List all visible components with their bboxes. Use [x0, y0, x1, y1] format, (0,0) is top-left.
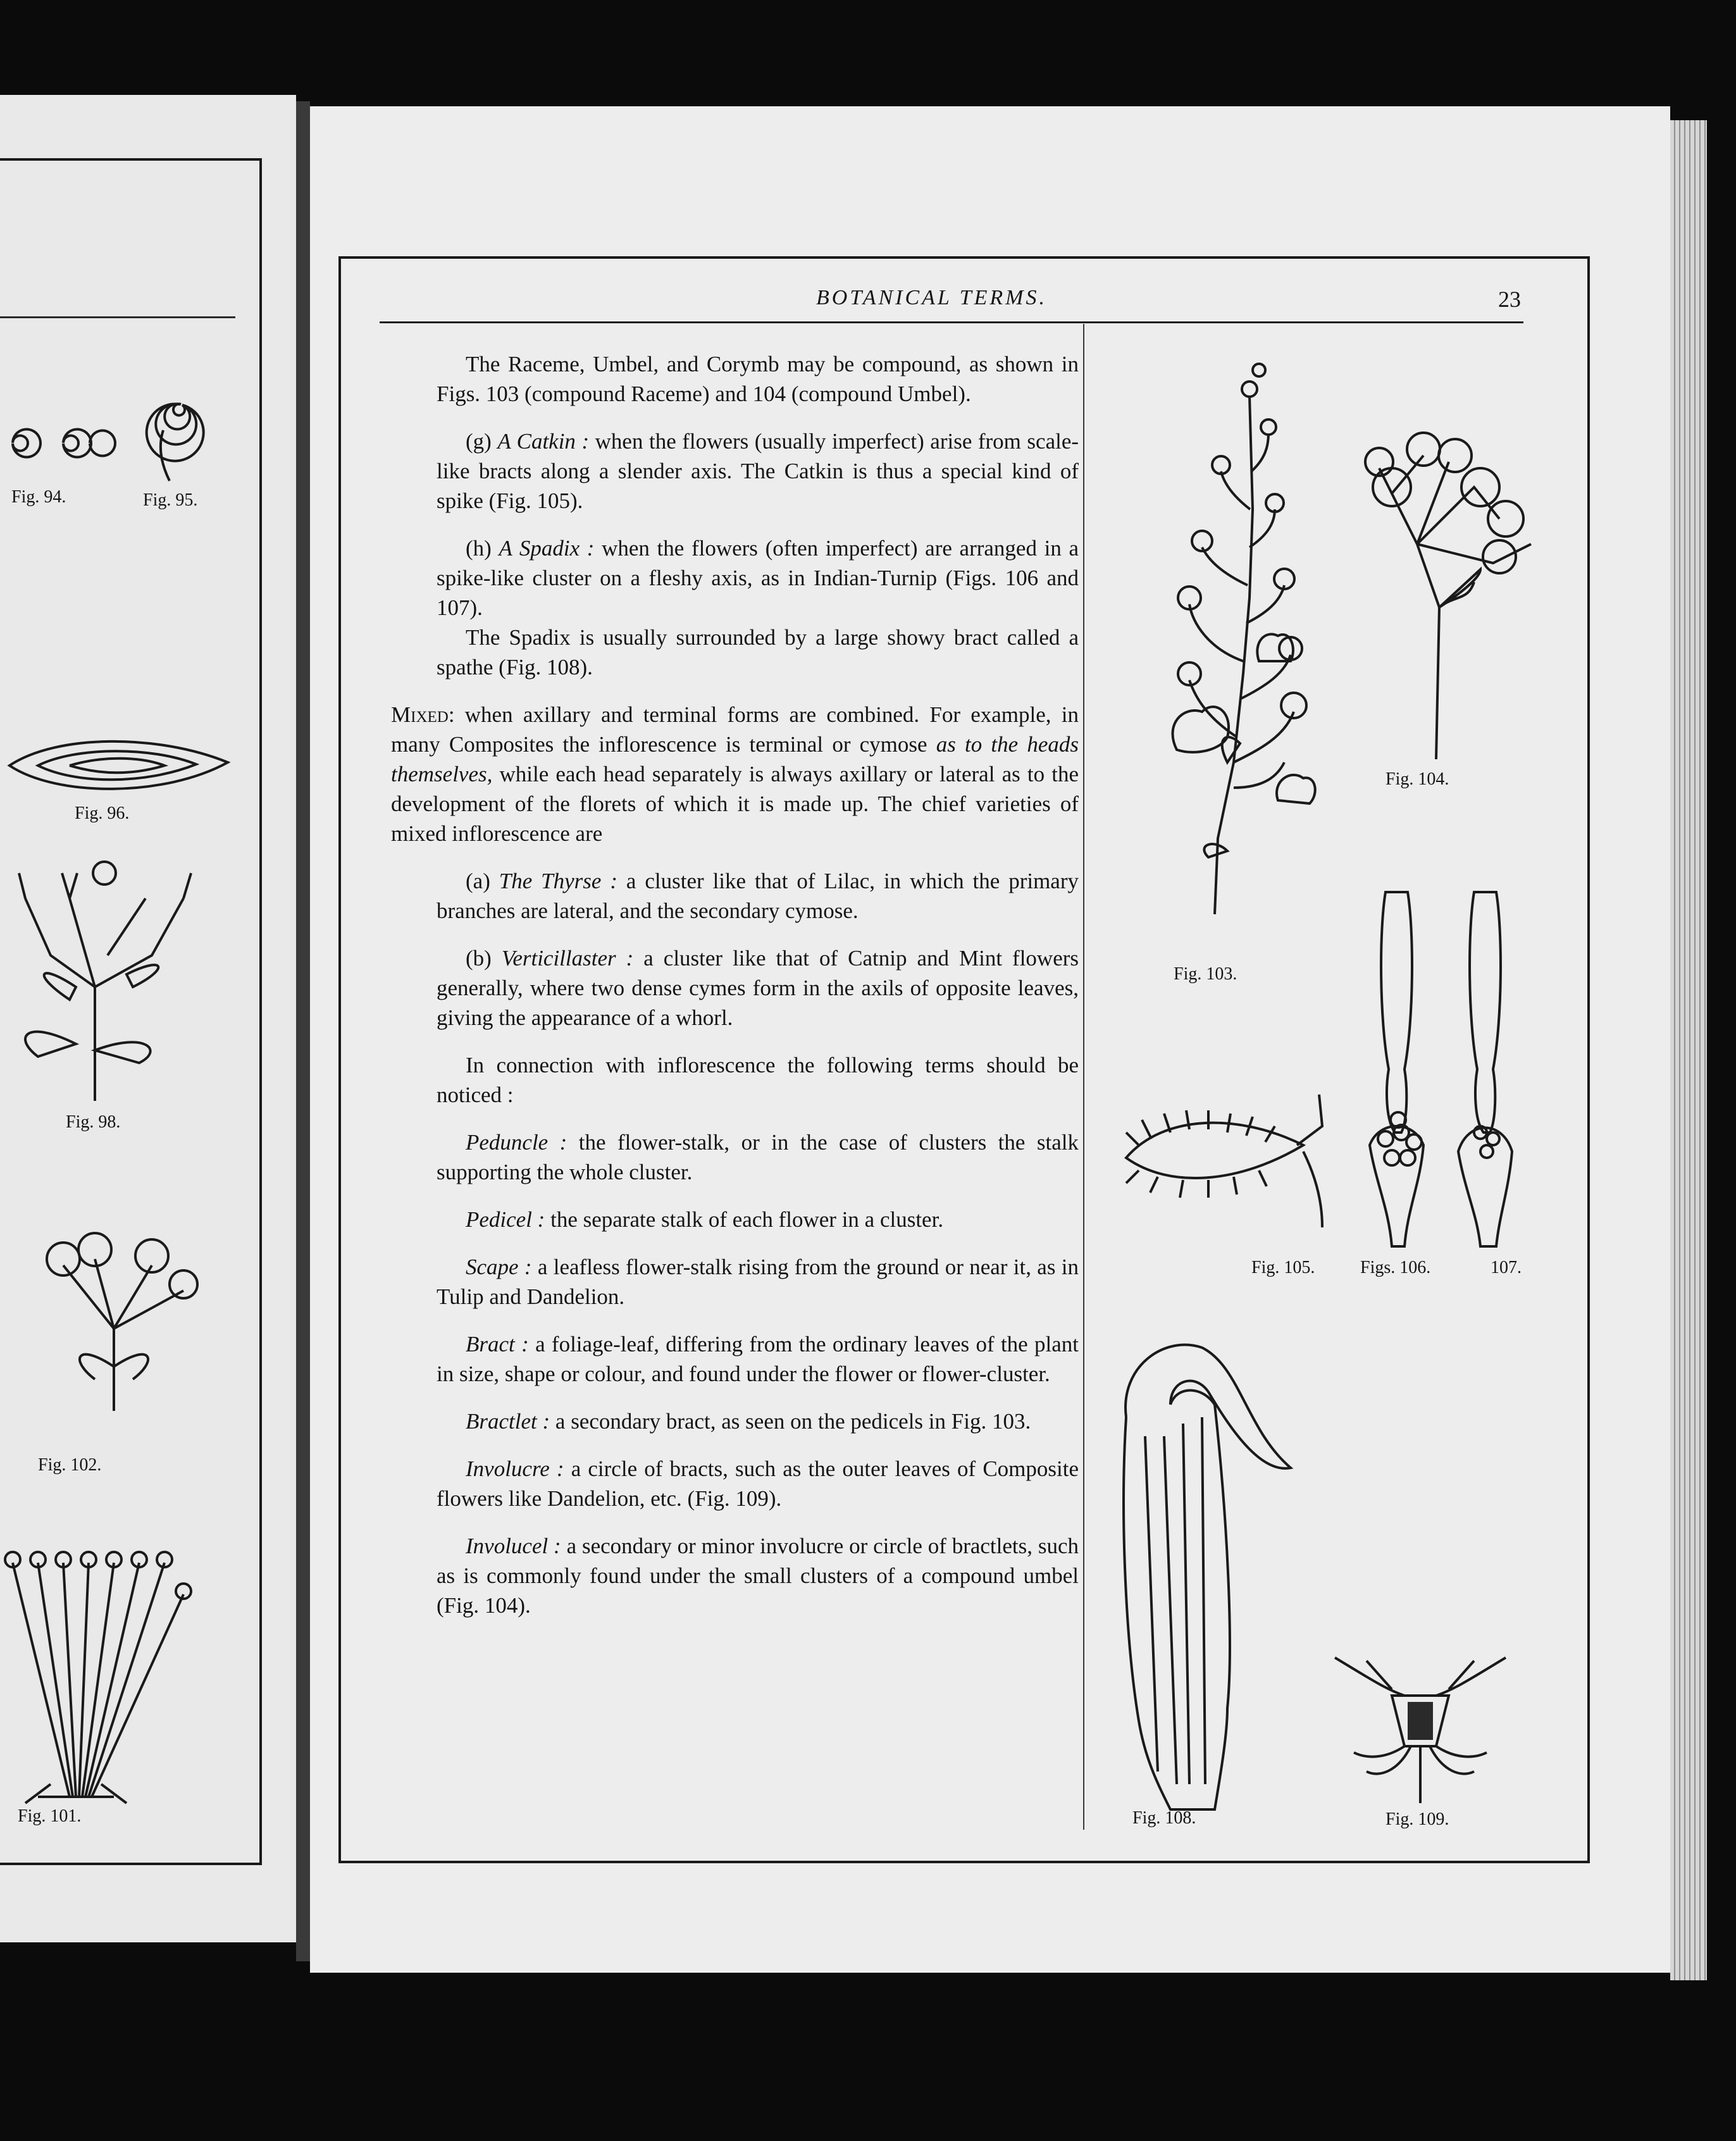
verticillaster-term: Verticillaster : [501, 946, 634, 971]
term-name: Bract : [466, 1332, 529, 1356]
header-rule [380, 321, 1523, 323]
fig-98-illustration [0, 860, 215, 1114]
term-peduncle [437, 1127, 1079, 1187]
catkin-paragraph [437, 426, 1079, 516]
fig-108-caption: Fig. 108. [1132, 1808, 1196, 1828]
fig-95-illustration [144, 361, 220, 493]
thyrse-label: (a) [466, 869, 490, 893]
fig-94-illustration [0, 405, 108, 481]
column-rule [1083, 324, 1084, 1830]
term-definition: a secondary bract, as seen on the pedicels in Fig. 103. [555, 1409, 1031, 1434]
spadix-term: A Spadix : [499, 536, 595, 561]
term-definition: a secondary or minor involucre or circle of bractlets, such as is commonly found under the small clusters of a compound umbel (Fig. 104). [437, 1534, 1079, 1618]
intro-paragraph: The Raceme, Umbel, and Corymb may be compound, as shown in Figs. 103 (compound Raceme) and 104 (compound Umbel). [437, 352, 1079, 406]
fig-96-illustration [6, 728, 234, 804]
term-definition: a foliage-leaf, differing from the ordinary leaves of the plant in size, shape or colour, and found under the flower or flower-cluster. [437, 1332, 1079, 1386]
term-name: Scape : [466, 1255, 532, 1279]
fig-104-umbel-illustration [1341, 418, 1544, 772]
thyrse-paragraph [437, 866, 1079, 926]
fig-108-spathe-illustration [1101, 1329, 1335, 1816]
term-name: Bractlet : [466, 1409, 550, 1434]
fig-101-illustration [0, 1544, 202, 1809]
term-pedicel [437, 1205, 1079, 1234]
fig-109-caption: Fig. 109. [1386, 1809, 1449, 1829]
main-text [391, 349, 1079, 1638]
spadix-definition: when the flowers (often imperfect) are arranged in a spike-like cluster on a fleshy axis, as in Indian-Turnip (Figs. 106 and 107). [437, 536, 1079, 620]
term-scape [437, 1252, 1079, 1312]
term-definition: the separate stalk of each flower in a cluster. [550, 1207, 944, 1232]
catkin-label: (g) [466, 429, 492, 454]
fig-102-caption: Fig. 102. [38, 1455, 102, 1475]
mixed-text-2: while each head separately is always axillary or lateral as to the development of the florets of which it is made up. The chief varieties of mixed inflorescence are [391, 762, 1079, 846]
running-head: BOTANICAL TERMS. [816, 286, 1047, 309]
term-involucel [437, 1531, 1079, 1620]
fig-103-caption: Fig. 103. [1174, 964, 1237, 984]
book-spine [296, 101, 310, 1961]
figs-106-caption: Figs. 106. [1360, 1258, 1431, 1277]
page-number: 23 [1498, 287, 1521, 312]
mixed-term: Mixed [391, 702, 449, 727]
spadix-label: (h) [466, 536, 492, 561]
term-name: Pedicel : [466, 1207, 545, 1232]
fig-94-caption: Fig. 94. [11, 487, 66, 507]
fig-98-caption: Fig. 98. [66, 1112, 121, 1132]
mixed-paragraph [391, 700, 1079, 848]
fig-109-involucre-illustration [1329, 1651, 1512, 1809]
term-bractlet [437, 1406, 1079, 1436]
term-name: Involucre : [466, 1456, 564, 1481]
left-page-header-rule [0, 316, 235, 318]
verticillaster-paragraph [437, 943, 1079, 1033]
connection-paragraph: In connection with inflorescence the following terms should be noticed : [437, 1053, 1079, 1107]
fig-102-illustration [25, 1215, 209, 1417]
spathe-paragraph: The Spadix is usually surrounded by a large showy bract called a spathe (Fig. 108). [437, 625, 1079, 680]
term-name: Involucel : [466, 1534, 561, 1558]
term-definition: a leafless flower-stalk rising from the ground or near it, as in Tulip and Dandelion. [437, 1255, 1079, 1309]
fig-107-spadix-illustration [1442, 879, 1525, 1253]
verticillaster-label: (b) [466, 946, 492, 971]
fig-96-caption: Fig. 96. [75, 804, 130, 823]
catkin-definition: when the flowers (usually imperfect) arise from scale-like bracts along a slender axis. The Catkin is thus a special kind of spike (Fig. 105). [437, 429, 1079, 513]
term-definition: the flower-stalk, or in the case of clusters the stalk supporting the whole cluster. [437, 1130, 1079, 1184]
fig-101-caption: Fig. 101. [18, 1806, 82, 1826]
thyrse-definition: a cluster like that of Lilac, in which the primary branches are lateral, and the secondary cymose. [437, 869, 1079, 923]
term-definition: a circle of bracts, such as the outer leaves of Composite flowers like Dandelion, etc. (Fig. 109). [437, 1456, 1079, 1511]
fig-103-raceme-illustration [1139, 357, 1329, 927]
thyrse-term: The Thyrse : [499, 869, 618, 893]
spadix-paragraph [437, 533, 1079, 623]
fig-105-catkin-illustration [1113, 1088, 1335, 1234]
term-name: Peduncle : [466, 1130, 567, 1155]
fig-106-spadix-illustration [1354, 879, 1436, 1253]
verticillaster-definition: a cluster like that of Catnip and Mint flowers generally, where two dense cymes form in the axils of opposite leaves, giving the appearance of a whorl. [437, 946, 1079, 1030]
page-edge [1670, 120, 1707, 1980]
term-bract [437, 1329, 1079, 1389]
fig-95-caption: Fig. 95. [143, 490, 198, 510]
fig-104-caption: Fig. 104. [1386, 769, 1449, 789]
fig-107-caption: 107. [1491, 1258, 1522, 1277]
fig-105-caption: Fig. 105. [1251, 1258, 1315, 1277]
catkin-term: A Catkin : [497, 429, 590, 454]
mixed-text-1: : when axillary and terminal forms are combined. For example, in many Composites the inflorescence is terminal or cymose [391, 702, 1079, 757]
mixed-italic: as to the heads themselves, [391, 732, 1079, 786]
term-involucre [437, 1454, 1079, 1513]
